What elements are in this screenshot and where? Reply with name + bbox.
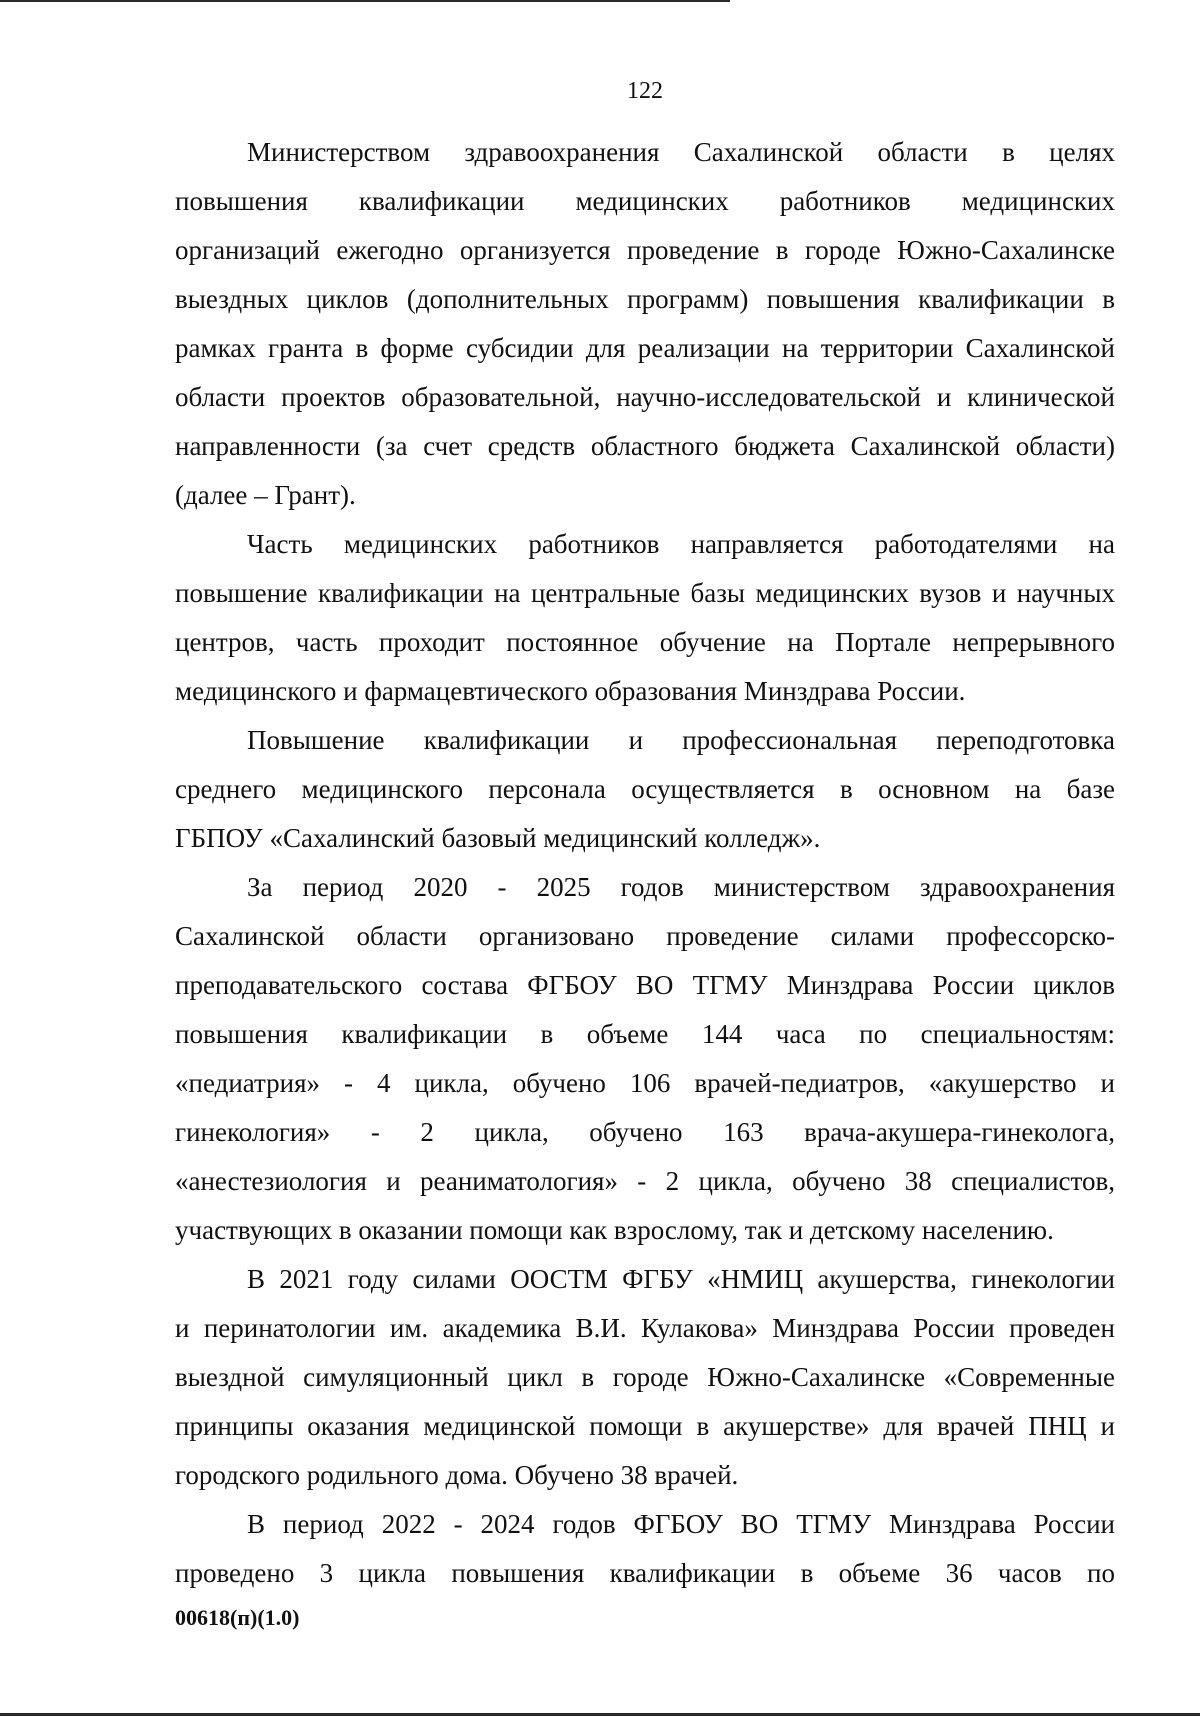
text-line: В период 2022 - 2024 годов ФГБОУ ВО ТГМУ Минздрава России — [247, 1509, 1115, 1539]
text-line: городского родильного дома. Обучено 38 врачей. — [175, 1460, 739, 1490]
text-line: центров, часть проходит постоянное обучение на Портале непрерывного — [175, 627, 1115, 657]
paragraph — [175, 520, 1115, 716]
text-line: организаций ежегодно организуется проведение в городе Южно-Сахалинске — [175, 235, 1115, 265]
paragraph — [175, 716, 1115, 863]
text-line: За период 2020 - 2025 годов министерством здравоохранения — [247, 872, 1115, 902]
text-line: области проектов образовательной, научно-исследовательской и клинической — [175, 382, 1115, 412]
text-line: медицинского и фармацевтического образования Минздрава России. — [175, 676, 966, 706]
text-line: участвующих в оказании помощи как взрослому, так и детскому населению. — [175, 1215, 1054, 1245]
text-line: преподавательского состава ФГБОУ ВО ТГМУ Минздрава России циклов — [175, 970, 1115, 1000]
text-line: и перинатологии им. академика В.И. Кулакова» Минздрава России проведен — [175, 1313, 1115, 1343]
document-body — [175, 128, 1115, 1598]
page-number: 122 — [627, 78, 663, 104]
paragraph — [175, 1500, 1115, 1598]
paragraph — [175, 1255, 1115, 1500]
text-line: рамках гранта в форме субсидии для реализации на территории Сахалинской — [175, 333, 1115, 363]
paragraph — [175, 128, 1115, 520]
bottom-scan-rule — [0, 1713, 1200, 1716]
text-line: повышения квалификации медицинских работников медицинских — [175, 186, 1115, 216]
text-line: Министерством здравоохранения Сахалинской области в целях — [247, 137, 1115, 167]
top-scan-rule — [0, 0, 730, 2]
text-line: В 2021 году силами ООСТМ ФГБУ «НМИЦ акушерства, гинекологии — [247, 1264, 1115, 1294]
text-line: (далее – Грант). — [175, 480, 356, 510]
text-line: выездной симуляционный цикл в городе Южно-Сахалинске «Современные — [175, 1362, 1115, 1392]
text-line: повышения квалификации в объеме 144 часа по специальностям: — [175, 1019, 1115, 1049]
text-line: гинекология» - 2 цикла, обучено 163 врача-акушера-гинеколога, — [175, 1117, 1115, 1147]
text-line: среднего медицинского персонала осуществляется в основном на базе — [175, 774, 1115, 804]
text-line: направленности (за счет средств областного бюджета Сахалинской области) — [175, 431, 1115, 461]
text-line: «педиатрия» - 4 цикла, обучено 106 врачей-педиатров, «акушерство и — [175, 1068, 1115, 1098]
text-line: принципы оказания медицинской помощи в акушерстве» для врачей ПНЦ и — [175, 1411, 1115, 1441]
text-line: Сахалинской области организовано проведение силами профессорско- — [175, 921, 1115, 951]
document-code: 00618(п)(1.0) — [175, 1605, 300, 1630]
text-line: Повышение квалификации и профессиональная переподготовка — [247, 725, 1115, 755]
text-line: ГБПОУ «Сахалинский базовый медицинский колледж». — [175, 823, 821, 853]
text-line: Часть медицинских работников направляется работодателями на — [247, 529, 1115, 559]
paragraph — [175, 863, 1115, 1255]
text-line: проведено 3 цикла повышения квалификации в объеме 36 часов по — [175, 1558, 1115, 1588]
text-line: повышение квалификации на центральные базы медицинских вузов и научных — [175, 578, 1115, 608]
text-line: «анестезиология и реаниматология» - 2 цикла, обучено 38 специалистов, — [175, 1166, 1115, 1196]
text-line: выездных циклов (дополнительных программ) повышения квалификации в — [175, 284, 1115, 314]
